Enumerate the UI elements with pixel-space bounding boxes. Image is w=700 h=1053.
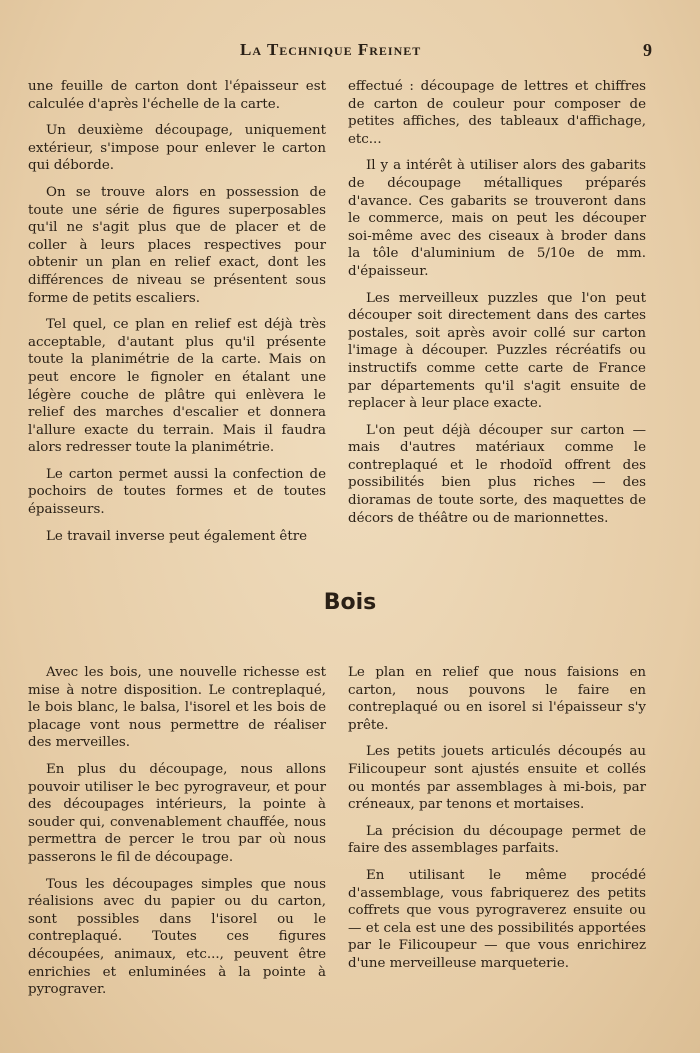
paragraph: En plus du découpage, nous allons pouvoir utiliser le bec pyrograveur, et pour des découpages intérieurs, la pointe à souder qui, convenablement chauffée, nous permettra de percer le trou par où nous passerons le fil de découpage. — [28, 761, 326, 865]
paragraph: Le travail inverse peut également être — [46, 528, 308, 544]
bottom-left-column — [28, 664, 326, 1008]
paragraph: effectué : découpage de lettres et chiffres de carton de couleur pour composer de petites affiches, des tableaux d'affichage, etc... — [348, 79, 646, 147]
paragraph: une feuille de carton dont l'épaisseur est calculée d'après l'échelle de la carte. — [28, 79, 326, 112]
page-header — [0, 40, 700, 64]
running-title: La Technique Freinet — [240, 40, 422, 59]
paragraph: Le plan en relief que nous faisions en carton, nous pouvons le faire en contreplaqué ou en isorel si l'épaisseur s'y prête. — [348, 665, 646, 733]
paragraph: Les petits jouets articulés découpés au Filicoupeur sont ajustés ensuite et collés ou montés par assemblages à mi-bois, par créneaux, par tenons et mortaises. — [348, 744, 646, 813]
paragraph: Tous les découpages simples que nous réalisions avec du papier ou du carton, sont possibles dans l'isorel ou le contreplaqué. Toutes ces figures découpées, animaux, etc..., peuvent être enrichies et enluminées à la pointe à pyrograver. — [28, 876, 326, 998]
paragraph: Les merveilleux puzzles que l'on peut découper soit directement dans des cartes postales, soit après avoir collé sur carton l'image à découper. Puzzles récréatifs ou instructifs comme cette carte de France par départements qu'il s'agit ensuite de replacer à leur place exacte. — [348, 290, 646, 412]
top-right-column — [348, 78, 646, 536]
bottom-right-column — [348, 664, 646, 982]
paragraph: On se trouve alors en possession de toute une série de figures superposables qu'il ne s'agit plus que de placer et de coller à leurs places respectives pour obtenir un plan en relief exact, dont les différences de niveau se présentent sous forme de petits escaliers. — [28, 184, 326, 306]
section-heading: Bois — [323, 590, 377, 615]
paragraph: La précision du découpage permet de faire des assemblages parfaits. — [348, 823, 646, 857]
paragraph: Avec les bois, une nouvelle richesse est mise à notre disposition. Le contreplaqué, le bois blanc, le balsa, l'isorel et les bois de placage vont nous permettre de réaliser des merveilles. — [28, 665, 326, 751]
paragraph: Il y a intérêt à utiliser alors des gabarits de découpage métalliques préparés d'avance. Ces gabarits se trouveront dans le commerce, mais on peut les découper soi-même avec des ciseaux à broder dans la tôle d'aluminium de 5/10e de mm. d'épaisseur. — [348, 158, 646, 279]
top-left-column — [28, 78, 326, 554]
paragraph: L'on peut déjà découper sur carton — mais d'autres matériaux comme le contreplaqué et le rhodoïd offrent des possibilités bien plus riches — des dioramas de toute sorte, des maquettes de décors de théâtre ou de marionnettes. — [348, 422, 646, 526]
paragraph: En utilisant le même procédé d'assemblage, vous fabriquerez des petits coffrets que vous pyrograverez ensuite ou — et cela est une des possibilités apportées par le Filicoupeur — que vous enrichirez d'une merveilleuse marqueterie. — [348, 867, 646, 971]
paragraph: Un deuxième découpage, uniquement extérieur, s'impose pour enlever le carton qui déborde. — [28, 123, 326, 174]
page-number: 9 — [643, 40, 652, 60]
paragraph: Tel quel, ce plan en relief est déjà très acceptable, d'autant plus qu'il présente toute la planimétrie de la carte. Mais on peut encore le fignoler en étalant une légère couche de plâtre qui enlèvera le relief des marches d'escalier et donnera l'allure exacte du terrain. Mais il faudra alors redresser toute la planimétrie. — [28, 317, 326, 456]
paragraph: Le carton permet aussi la confection de pochoirs de toutes formes et de toutes épaisseurs. — [28, 466, 326, 518]
